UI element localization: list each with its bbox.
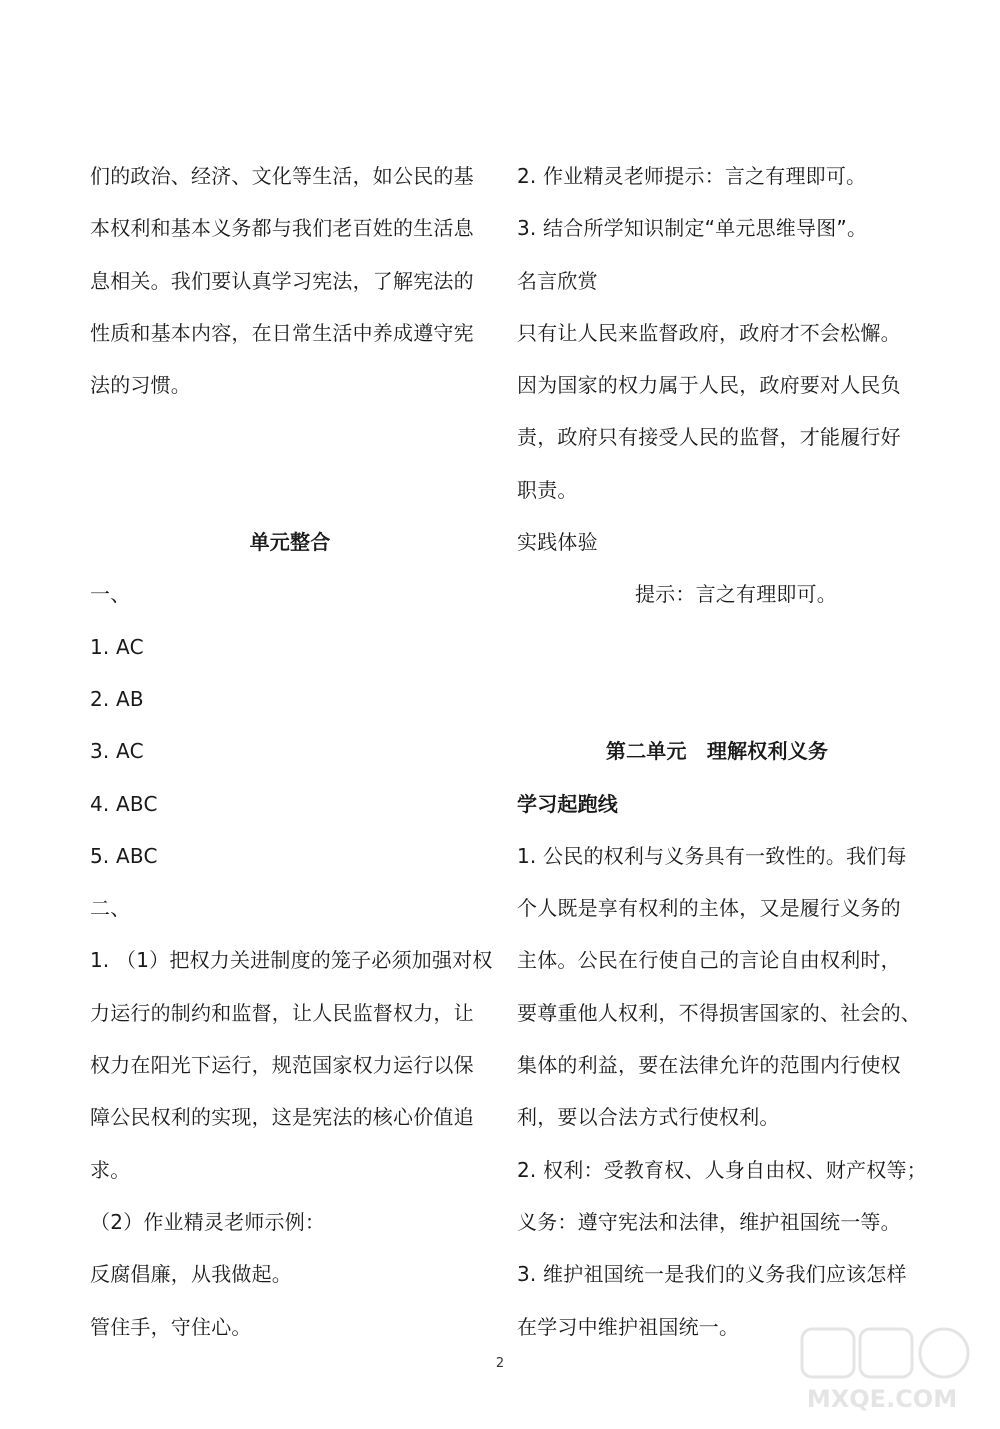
text-line: 实践体验 [517, 530, 598, 555]
text-line: 一、 [90, 582, 131, 607]
text-line: 2. 作业精灵老师提示：言之有理即可。 [517, 164, 867, 188]
text-line: 管住手，守住心。 [90, 1314, 252, 1339]
text-line: 要尊重他人权利，不得损害国家的、社会的、 [517, 1000, 921, 1025]
text-line: 在学习中维护祖国统一。 [517, 1314, 740, 1339]
text-line: 反腐倡廉，从我做起。 [90, 1262, 292, 1287]
text-line: 本权利和基本义务都与我们老百姓的生活息 [90, 216, 474, 241]
text-line: 主体。公民在行使自己的言论自由权利时， [517, 948, 901, 973]
blank-line [90, 411, 490, 463]
section-heading: 第二单元 理解权利义务 [605, 739, 829, 764]
text-line: 义务：遵守宪法和法律，维护祖国统一等。 [517, 1209, 901, 1234]
text-line: 5. ABC [90, 843, 158, 868]
text-line: 名言欣赏 [517, 268, 598, 293]
text-line: 只有让人民来监督政府，政府才不会松懈。 [517, 320, 901, 345]
text-line: 力运行的制约和监督，让人民监督权力，让 [90, 1000, 474, 1025]
text-line: 个人既是享有权利的主体，又是履行义务的 [517, 896, 901, 921]
watermark-glyph-2 [860, 1329, 912, 1377]
text-line: 1. 公民的权利与义务具有一致性的。我们每 [517, 843, 907, 868]
text-line: 2. 权利：受教育权、人身自由权、财产权等； [517, 1157, 927, 1182]
watermark-logo [782, 1327, 982, 1415]
watermark-glyph-3 [920, 1329, 968, 1377]
text-line: 息相关。我们要认真学习宪法，了解宪法的 [90, 268, 474, 293]
blank-line [517, 621, 917, 673]
text-line: 3. 结合所学知识制定“单元思维导图”。 [517, 216, 868, 241]
text-line: 3. 维护祖国统一是我们的义务我们应该怎样 [517, 1262, 907, 1287]
left-column [90, 150, 493, 1353]
text-line: 集体的利益，要在法律允许的范围内行使权 [517, 1053, 901, 1078]
section-heading: 单元整合 [249, 530, 331, 555]
text-line: 性质和基本内容，在日常生活中养成遵守宪 [90, 320, 474, 345]
text-line: 1. （1）把权力关进制度的笼子必须加强对权 [90, 948, 493, 973]
text-line: 1. AC [90, 634, 144, 659]
blank-line [90, 464, 490, 516]
watermark-glyph-1 [802, 1329, 854, 1377]
text-line: 职责。 [517, 477, 578, 502]
text-line: 二、 [90, 896, 131, 921]
text-line: 利，要以合法方式行使权利。 [517, 1105, 780, 1130]
subsection-heading: 学习起跑线 [517, 791, 618, 816]
page-number: 2 [495, 1356, 505, 1371]
text-line: 3. AC [90, 739, 144, 764]
text-line: 障公民权利的实现，这是宪法的核心价值追 [90, 1105, 474, 1130]
text-line: 求。 [90, 1157, 131, 1182]
text-line: 4. ABC [90, 791, 158, 816]
text-line: 权力在阳光下运行，规范国家权力运行以保 [90, 1053, 474, 1078]
blank-line [517, 673, 917, 725]
text-line: 法的习惯。 [90, 373, 191, 398]
text-line: 提示：言之有理即可。 [635, 582, 837, 607]
watermark-site-text: MXQE.COM [806, 1385, 958, 1413]
text-line: 2. AB [90, 686, 144, 711]
text-line: 因为国家的权力属于人民，政府要对人民负 [517, 373, 901, 398]
text-line: （2）作业精灵老师示例： [90, 1209, 326, 1234]
right-column [517, 150, 927, 1353]
text-line: 们的政治、经济、文化等生活，如公民的基 [90, 164, 474, 188]
text-line: 责，政府只有接受人民的监督，才能履行好 [517, 425, 901, 450]
